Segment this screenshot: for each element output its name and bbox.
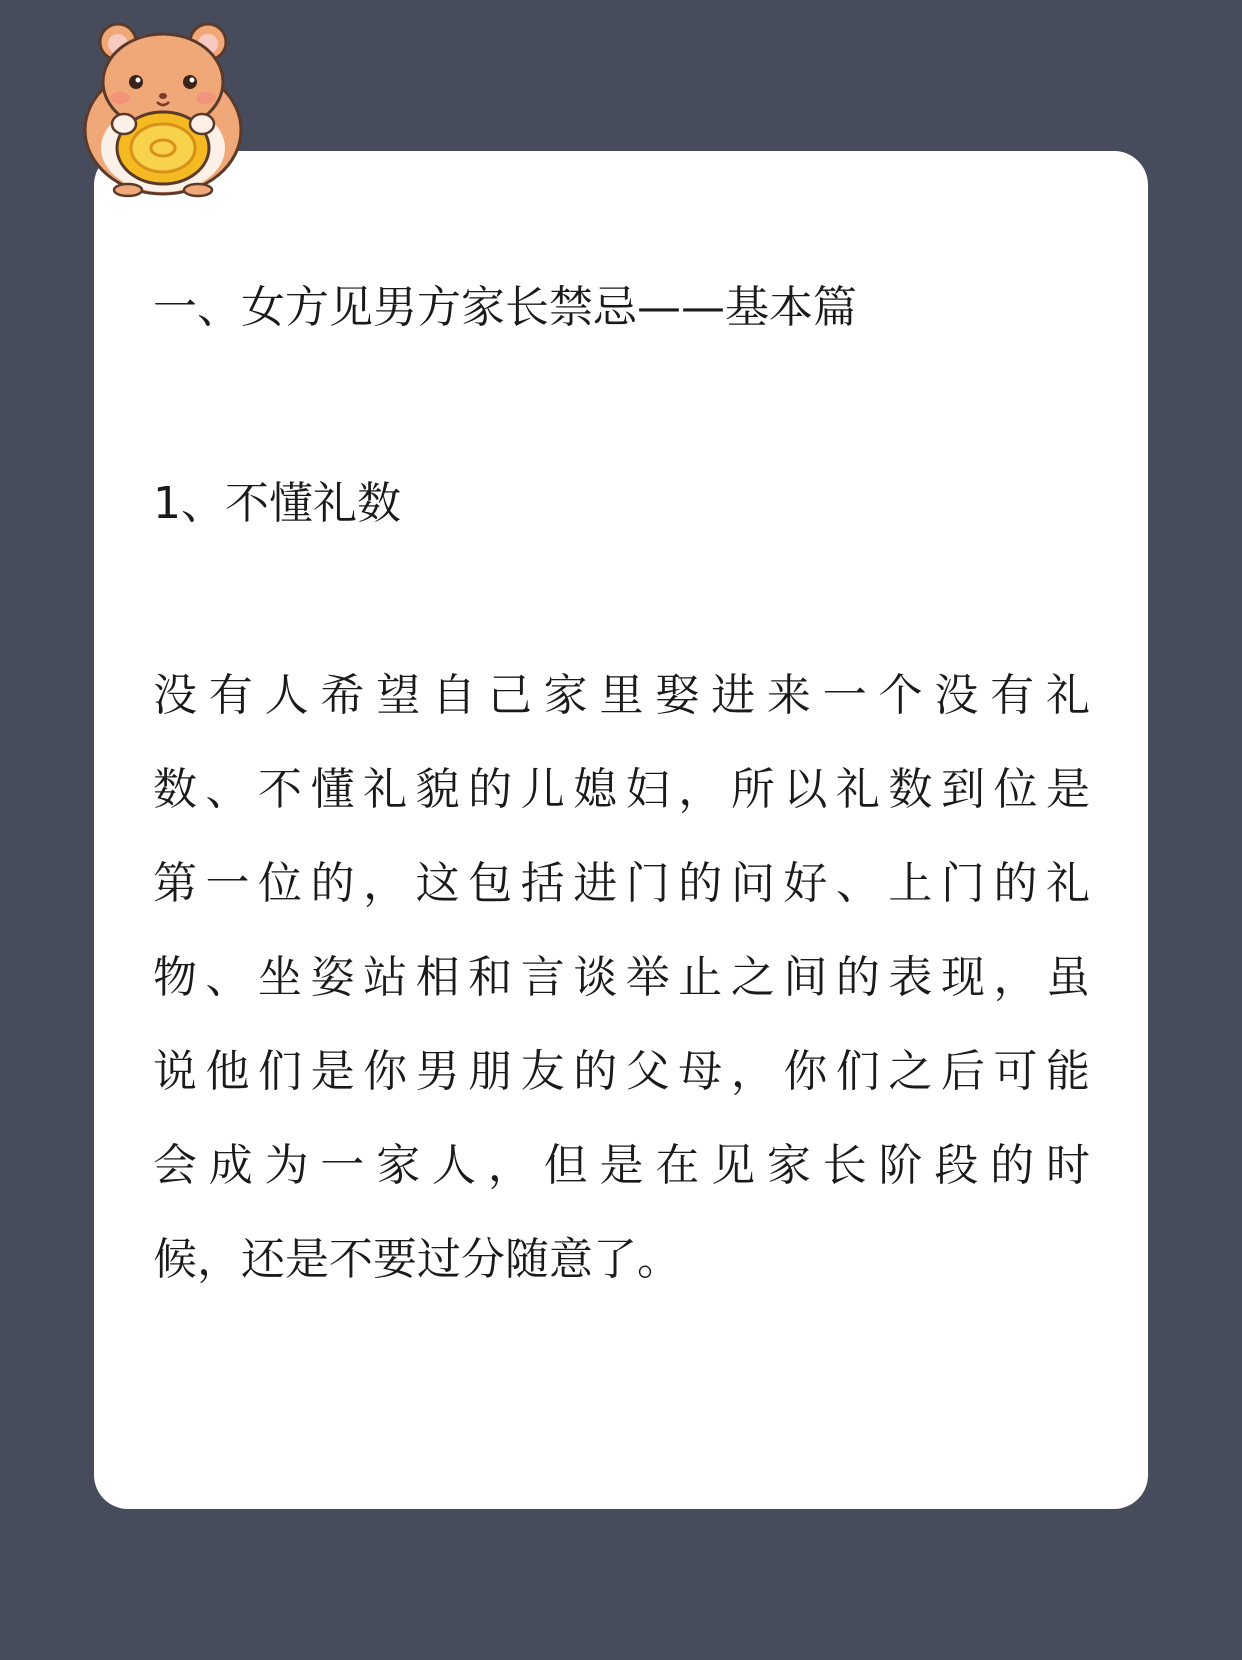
paragraph-line: 数、不懂礼貌的儿媳妇，所以礼数到位是 bbox=[153, 764, 1090, 815]
paragraph-line: 说他们是你男朋友的父母，你们之后可能 bbox=[153, 1046, 1090, 1097]
paragraph-line: 没有人希望自己家里娶进来一个没有礼 bbox=[153, 670, 1090, 721]
section-heading: 一、女方见男方家长禁忌——基本篇 bbox=[153, 282, 857, 333]
paragraph-line: 第一位的，这包括进门的问好、上门的礼 bbox=[153, 858, 1090, 909]
paragraph-line: 物、坐姿站相和言谈举止之间的表现，虽 bbox=[153, 952, 1090, 1003]
section-subheading: 1、不懂礼数 bbox=[153, 478, 401, 529]
body-paragraph bbox=[153, 666, 1090, 1324]
paragraph-line: 会成为一家人，但是在见家长阶段的时 bbox=[153, 1140, 1090, 1191]
paragraph-line: 候，还是不要过分随意了。 bbox=[153, 1234, 681, 1285]
hamster-mascot-icon bbox=[78, 20, 248, 198]
